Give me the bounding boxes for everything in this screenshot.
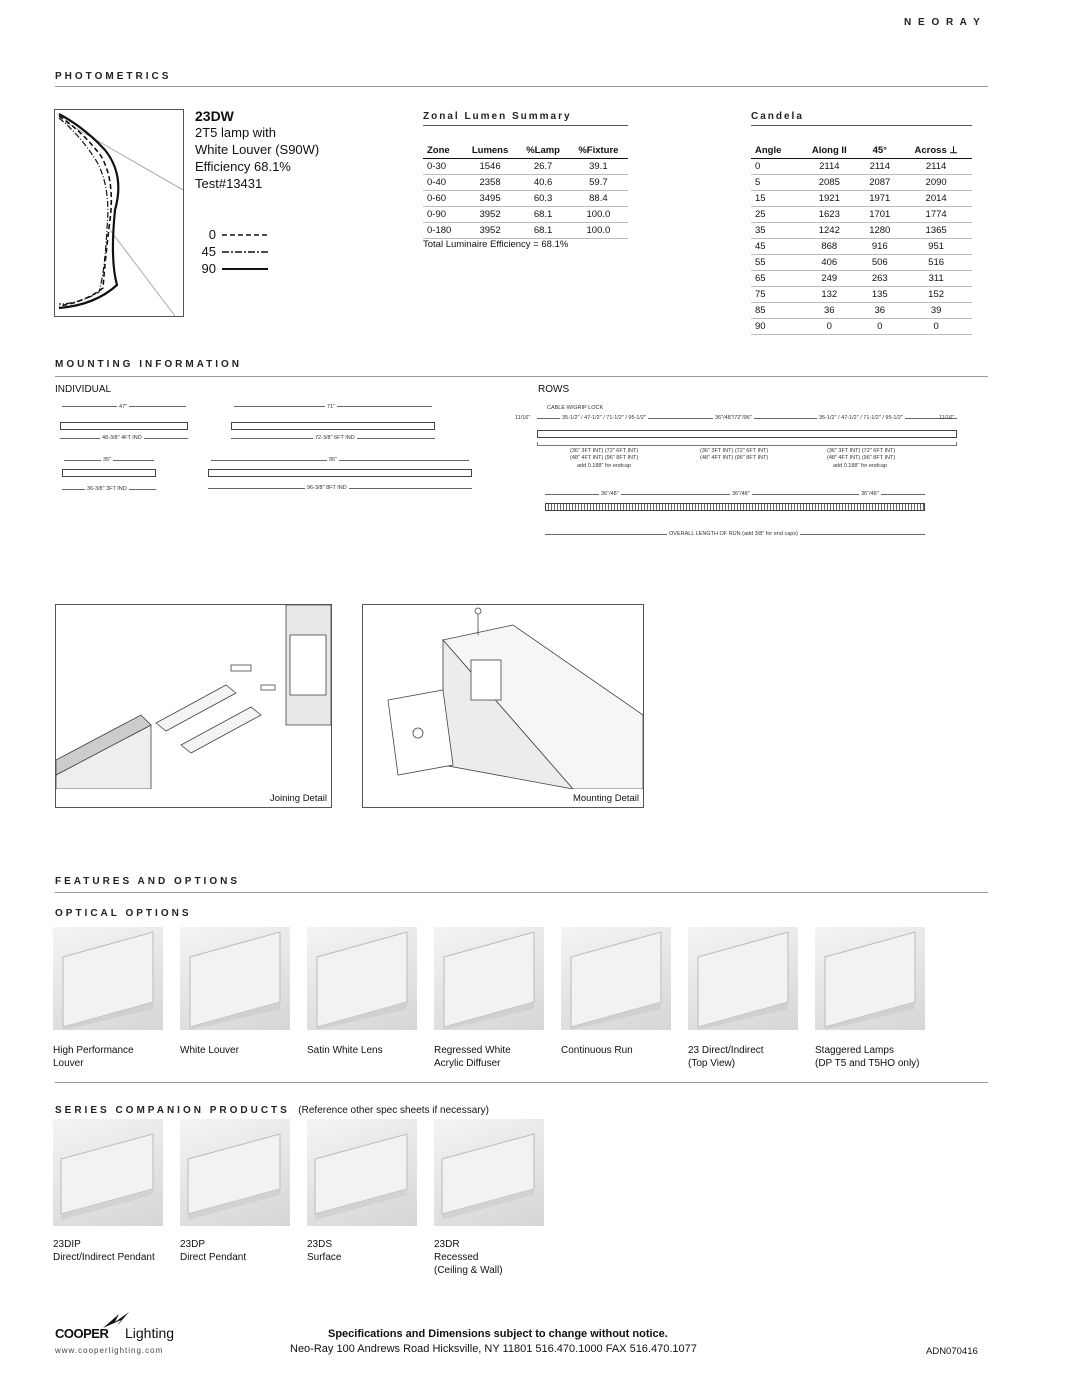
end-dim-right: 11/16"	[939, 415, 955, 421]
candela-cell: 1623	[799, 207, 859, 223]
optical-option-label: High Performance Louver	[53, 1045, 134, 1069]
candela-row	[751, 255, 972, 271]
candela-title: Candela	[751, 111, 804, 122]
fixture-8ft	[208, 469, 472, 477]
dimension-line	[211, 460, 469, 461]
candela-cell: 90	[751, 319, 799, 335]
candela-header-cell: Across ⊥	[900, 142, 972, 159]
zonal-cell: 68.1	[517, 223, 568, 239]
zonal-cell: 68.1	[517, 207, 568, 223]
regressed-diffuser-fixture-icon	[434, 927, 544, 1030]
zonal-header-cell: %Fixture	[569, 142, 628, 159]
candela-cell: 249	[799, 271, 859, 287]
zonal-cell: 3495	[463, 191, 518, 207]
dim-4ft-ind: 48-3/8" 4FT IND	[102, 435, 142, 441]
zonal-rule	[423, 125, 628, 126]
address: Neo-Ray 100 Andrews Road Hicksville, NY 11801 516.470.1000 FAX 516.470.1077	[290, 1343, 697, 1355]
candela-cell: 15	[751, 191, 799, 207]
zonal-cell: 3952	[463, 223, 518, 239]
photometric-line: Test#13431	[195, 176, 263, 191]
candela-row	[751, 175, 972, 191]
candela-cell: 0	[900, 319, 972, 335]
candela-row	[751, 207, 972, 223]
companion-note: (Reference other spec sheets if necessary)	[298, 1105, 489, 1116]
candela-cell: 263	[859, 271, 900, 287]
candela-cell: 1280	[859, 223, 900, 239]
joining-detail-illustration	[56, 605, 331, 789]
candela-cell: 1365	[900, 223, 972, 239]
dim-71: 71"	[327, 404, 336, 410]
zonal-cell: 40.6	[517, 175, 568, 191]
candela-row	[751, 223, 972, 239]
row-note-1b: (48" 4FT INT) (96" 8FT INT)	[570, 455, 639, 461]
candela-cell: 25	[751, 207, 799, 223]
joining-detail	[55, 604, 332, 808]
zonal-row	[423, 223, 628, 239]
row-fixture-section	[545, 503, 925, 511]
fixture-3ft	[62, 469, 156, 477]
photometric-line: White Louver (S90W)	[195, 142, 320, 157]
candela-header-cell: 45°	[859, 142, 900, 159]
candela-cell: 516	[900, 255, 972, 271]
mounting-detail-label: Mounting Detail	[572, 793, 639, 804]
white-louver-fixture-icon	[180, 927, 290, 1030]
zonal-cell: 1546	[463, 159, 518, 175]
candela-cell: 406	[799, 255, 859, 271]
candela-header-cell: Along II	[799, 142, 859, 159]
zonal-header-cell: Zone	[423, 142, 463, 159]
candela-cell: 65	[751, 271, 799, 287]
candela-cell: 85	[751, 303, 799, 319]
dashdot-line-icon	[222, 249, 268, 255]
run-dim-2: 36"/48"/72"/96"	[715, 415, 752, 421]
optical-option-label: Continuous Run	[561, 1045, 633, 1056]
legend-label: 0	[208, 227, 216, 242]
candela-cell: 1971	[859, 191, 900, 207]
candela-cell: 2114	[900, 159, 972, 175]
companion-description: Direct Pendant	[180, 1252, 247, 1263]
seg-dim-1: 36"/48"	[601, 491, 619, 497]
candela-cell: 35	[751, 223, 799, 239]
dim-35: 35"	[103, 457, 112, 463]
candela-distribution-curve	[55, 110, 183, 316]
continuous-run-fixture-icon	[561, 927, 671, 1030]
zonal-header-cell: %Lamp	[517, 142, 568, 159]
optical-option-label: Staggered Lamps (DP T5 and T5HO only)	[815, 1045, 920, 1069]
fixture-4ft	[60, 422, 188, 430]
legend-item-0	[200, 226, 268, 243]
dim-47: 47"	[119, 404, 128, 410]
row-note-3c: add 0.188" for endcap	[833, 463, 887, 469]
companion-rule	[55, 1082, 988, 1083]
candela-table	[751, 142, 972, 335]
run-dim-1: 35-1/2" / 47-1/2" / 71-1/2" / 95-1/2"	[562, 415, 646, 421]
row-note-3b: (48" 4FT INT) (96" 8FT INT)	[827, 455, 896, 461]
zonal-row	[423, 207, 628, 223]
candela-cell: 75	[751, 287, 799, 303]
website: www.cooperlighting.com	[55, 1346, 164, 1355]
candela-cell: 2014	[900, 191, 972, 207]
legend-item-45	[200, 243, 268, 260]
dim-6ft-ind: 72-3/8" 6FT IND	[315, 435, 355, 441]
polar-curve-graphic	[54, 109, 184, 317]
mounting-detail	[362, 604, 644, 808]
rows-label: ROWS	[538, 384, 570, 395]
candela-cell: 45	[751, 239, 799, 255]
candela-row	[751, 239, 972, 255]
candela-cell: 0	[751, 159, 799, 175]
rows-dimension-drawing	[515, 402, 965, 542]
joining-detail-label: Joining Detail	[269, 793, 327, 804]
companion-description: Recessed (Ceiling & Wall)	[434, 1252, 503, 1276]
logo-word: COOPER	[55, 1326, 109, 1341]
solid-line-icon	[222, 266, 268, 272]
candela-cell: 868	[799, 239, 859, 255]
candela-cell: 36	[799, 303, 859, 319]
dim-8ft-ind: 96-3/8" 8FT IND	[307, 485, 347, 491]
companion-description: Surface	[307, 1252, 342, 1263]
legend-label: 90	[201, 261, 216, 276]
features-heading: FEATURES AND OPTIONS	[55, 876, 241, 887]
notice: Specifications and Dimensions subject to change without notice.	[328, 1328, 668, 1340]
dashed-line-icon	[222, 232, 268, 238]
companion-heading-line	[55, 1100, 489, 1118]
photometric-line: Efficiency 68.1%	[195, 159, 291, 174]
zonal-cell: 100.0	[569, 207, 628, 223]
companion-code: 23DIP	[53, 1239, 81, 1250]
candela-cell: 916	[859, 239, 900, 255]
zonal-table	[423, 142, 628, 239]
legend-label: 45	[201, 244, 216, 259]
companion-code: 23DP	[180, 1239, 206, 1250]
candela-cell: 39	[900, 303, 972, 319]
row-note-2b: (48" 4FT INT) (96" 8FT INT)	[700, 455, 769, 461]
louver-fixture-icon	[53, 927, 163, 1030]
zonal-cell: 2358	[463, 175, 518, 191]
candela-cell: 2087	[859, 175, 900, 191]
zonal-cell: 0-90	[423, 207, 463, 223]
zonal-cell: 3952	[463, 207, 518, 223]
dim-95: 95"	[329, 457, 338, 463]
mounting-rule	[55, 376, 988, 377]
candela-header-row	[751, 142, 972, 159]
zonal-cell: 26.7	[517, 159, 568, 175]
23ds-product-icon	[307, 1119, 417, 1226]
candela-cell: 0	[859, 319, 900, 335]
candela-row	[751, 159, 972, 175]
candela-cell: 36	[859, 303, 900, 319]
optical-option-label: Regressed White Acrylic Diffuser	[434, 1045, 511, 1069]
photometric-line: 2T5 lamp with	[195, 125, 276, 140]
end-dim-left: 11/16"	[515, 415, 531, 421]
zonal-cell: 88.4	[569, 191, 628, 207]
zonal-cell: 60.3	[517, 191, 568, 207]
row-fixture	[537, 430, 957, 438]
candela-cell: 2114	[799, 159, 859, 175]
zonal-cell: 0-40	[423, 175, 463, 191]
zonal-cell: 0-30	[423, 159, 463, 175]
candela-cell: 152	[900, 287, 972, 303]
dim-3ft-ind: 36-3/8" 3FT IND	[87, 486, 127, 492]
candela-cell: 1774	[900, 207, 972, 223]
zonal-header-cell: Lumens	[463, 142, 518, 159]
candela-row	[751, 303, 972, 319]
23dr-product-icon	[434, 1119, 544, 1226]
zonal-cell: 39.1	[569, 159, 628, 175]
candela-cell: 132	[799, 287, 859, 303]
lens-fixture-icon	[307, 927, 417, 1030]
brand-name: N E O R A Y	[904, 17, 982, 28]
photometrics-heading: PHOTOMETRICS	[55, 71, 172, 82]
candela-cell: 1701	[859, 207, 900, 223]
overall-length: OVERALL LENGTH OF RUN (add 3/8" for end caps)	[669, 531, 798, 537]
zonal-row	[423, 175, 628, 191]
candela-cell: 2114	[859, 159, 900, 175]
legend-item-90	[200, 260, 268, 277]
zonal-title: Zonal Lumen Summary	[423, 111, 572, 122]
zonal-cell: 59.7	[569, 175, 628, 191]
mounting-detail-illustration	[363, 605, 643, 789]
row-note-1a: (36" 3FT INT) (72" 6FT INT)	[570, 448, 639, 454]
candela-cell: 506	[859, 255, 900, 271]
zonal-cell: 100.0	[569, 223, 628, 239]
photometrics-rule	[55, 86, 988, 87]
row-note-1c: add 0.188" for endcap	[577, 463, 631, 469]
zonal-cell: 0-60	[423, 191, 463, 207]
seg-dim-3: 36"/48"	[861, 491, 879, 497]
candela-row	[751, 319, 972, 335]
23dp-product-icon	[180, 1119, 290, 1226]
candela-header-cell: Angle	[751, 142, 799, 159]
run-dim-3: 35-1/2" / 47-1/2" / 71-1/2" / 95-1/2"	[819, 415, 903, 421]
zonal-cell: 0-180	[423, 223, 463, 239]
candela-cell: 951	[900, 239, 972, 255]
zonal-header-row	[423, 142, 628, 159]
fixture-6ft	[231, 422, 435, 430]
row-note-2a: (36" 3FT INT) (72" 6FT INT)	[700, 448, 769, 454]
seg-dim-2: 36"/48"	[732, 491, 750, 497]
candela-cell: 0	[799, 319, 859, 335]
candela-cell: 1242	[799, 223, 859, 239]
candela-row	[751, 287, 972, 303]
individual-dimension-drawings	[55, 400, 485, 500]
zonal-row	[423, 191, 628, 207]
optical-option-label: 23 Direct/Indirect (Top View)	[688, 1045, 764, 1069]
cooper-logo	[55, 1310, 185, 1344]
optical-heading: OPTICAL OPTIONS	[55, 908, 192, 919]
features-rule	[55, 892, 988, 893]
document-id: ADN070416	[926, 1346, 978, 1357]
companion-code: 23DR	[434, 1239, 460, 1250]
candela-cell: 1921	[799, 191, 859, 207]
zonal-note: Total Luminaire Efficiency = 68.1%	[423, 239, 569, 250]
row-fixture-lens	[537, 442, 957, 446]
candela-cell: 135	[859, 287, 900, 303]
curve-legend	[200, 226, 268, 277]
photometric-description	[195, 124, 319, 192]
companion-code: 23DS	[307, 1239, 333, 1250]
optical-option-label: Satin White Lens	[307, 1045, 383, 1056]
optical-option-label: White Louver	[180, 1045, 239, 1056]
zonal-row	[423, 159, 628, 175]
candela-row	[751, 271, 972, 287]
staggered-lamps-fixture-icon	[815, 927, 925, 1030]
candela-row	[751, 191, 972, 207]
candela-cell: 2090	[900, 175, 972, 191]
photometric-model: 23DW	[195, 108, 234, 124]
direct-indirect-top-view-icon	[688, 927, 798, 1030]
mounting-heading: MOUNTING INFORMATION	[55, 359, 243, 370]
candela-cell: 55	[751, 255, 799, 271]
individual-label: INDIVIDUAL	[55, 384, 112, 395]
candela-cell: 5	[751, 175, 799, 191]
candela-cell: 2085	[799, 175, 859, 191]
logo-sub: Lighting	[125, 1325, 175, 1341]
candela-rule	[751, 125, 972, 126]
candela-cell: 311	[900, 271, 972, 287]
cable-label: CABLE W/GRIP LOCK	[547, 405, 604, 411]
row-note-3a: (36" 3FT INT) (72" 6FT INT)	[827, 448, 896, 454]
23dip-product-icon	[53, 1119, 163, 1226]
companion-heading: SERIES COMPANION PRODUCTS	[55, 1105, 290, 1116]
companion-description: Direct/Indirect Pendant	[53, 1252, 155, 1263]
